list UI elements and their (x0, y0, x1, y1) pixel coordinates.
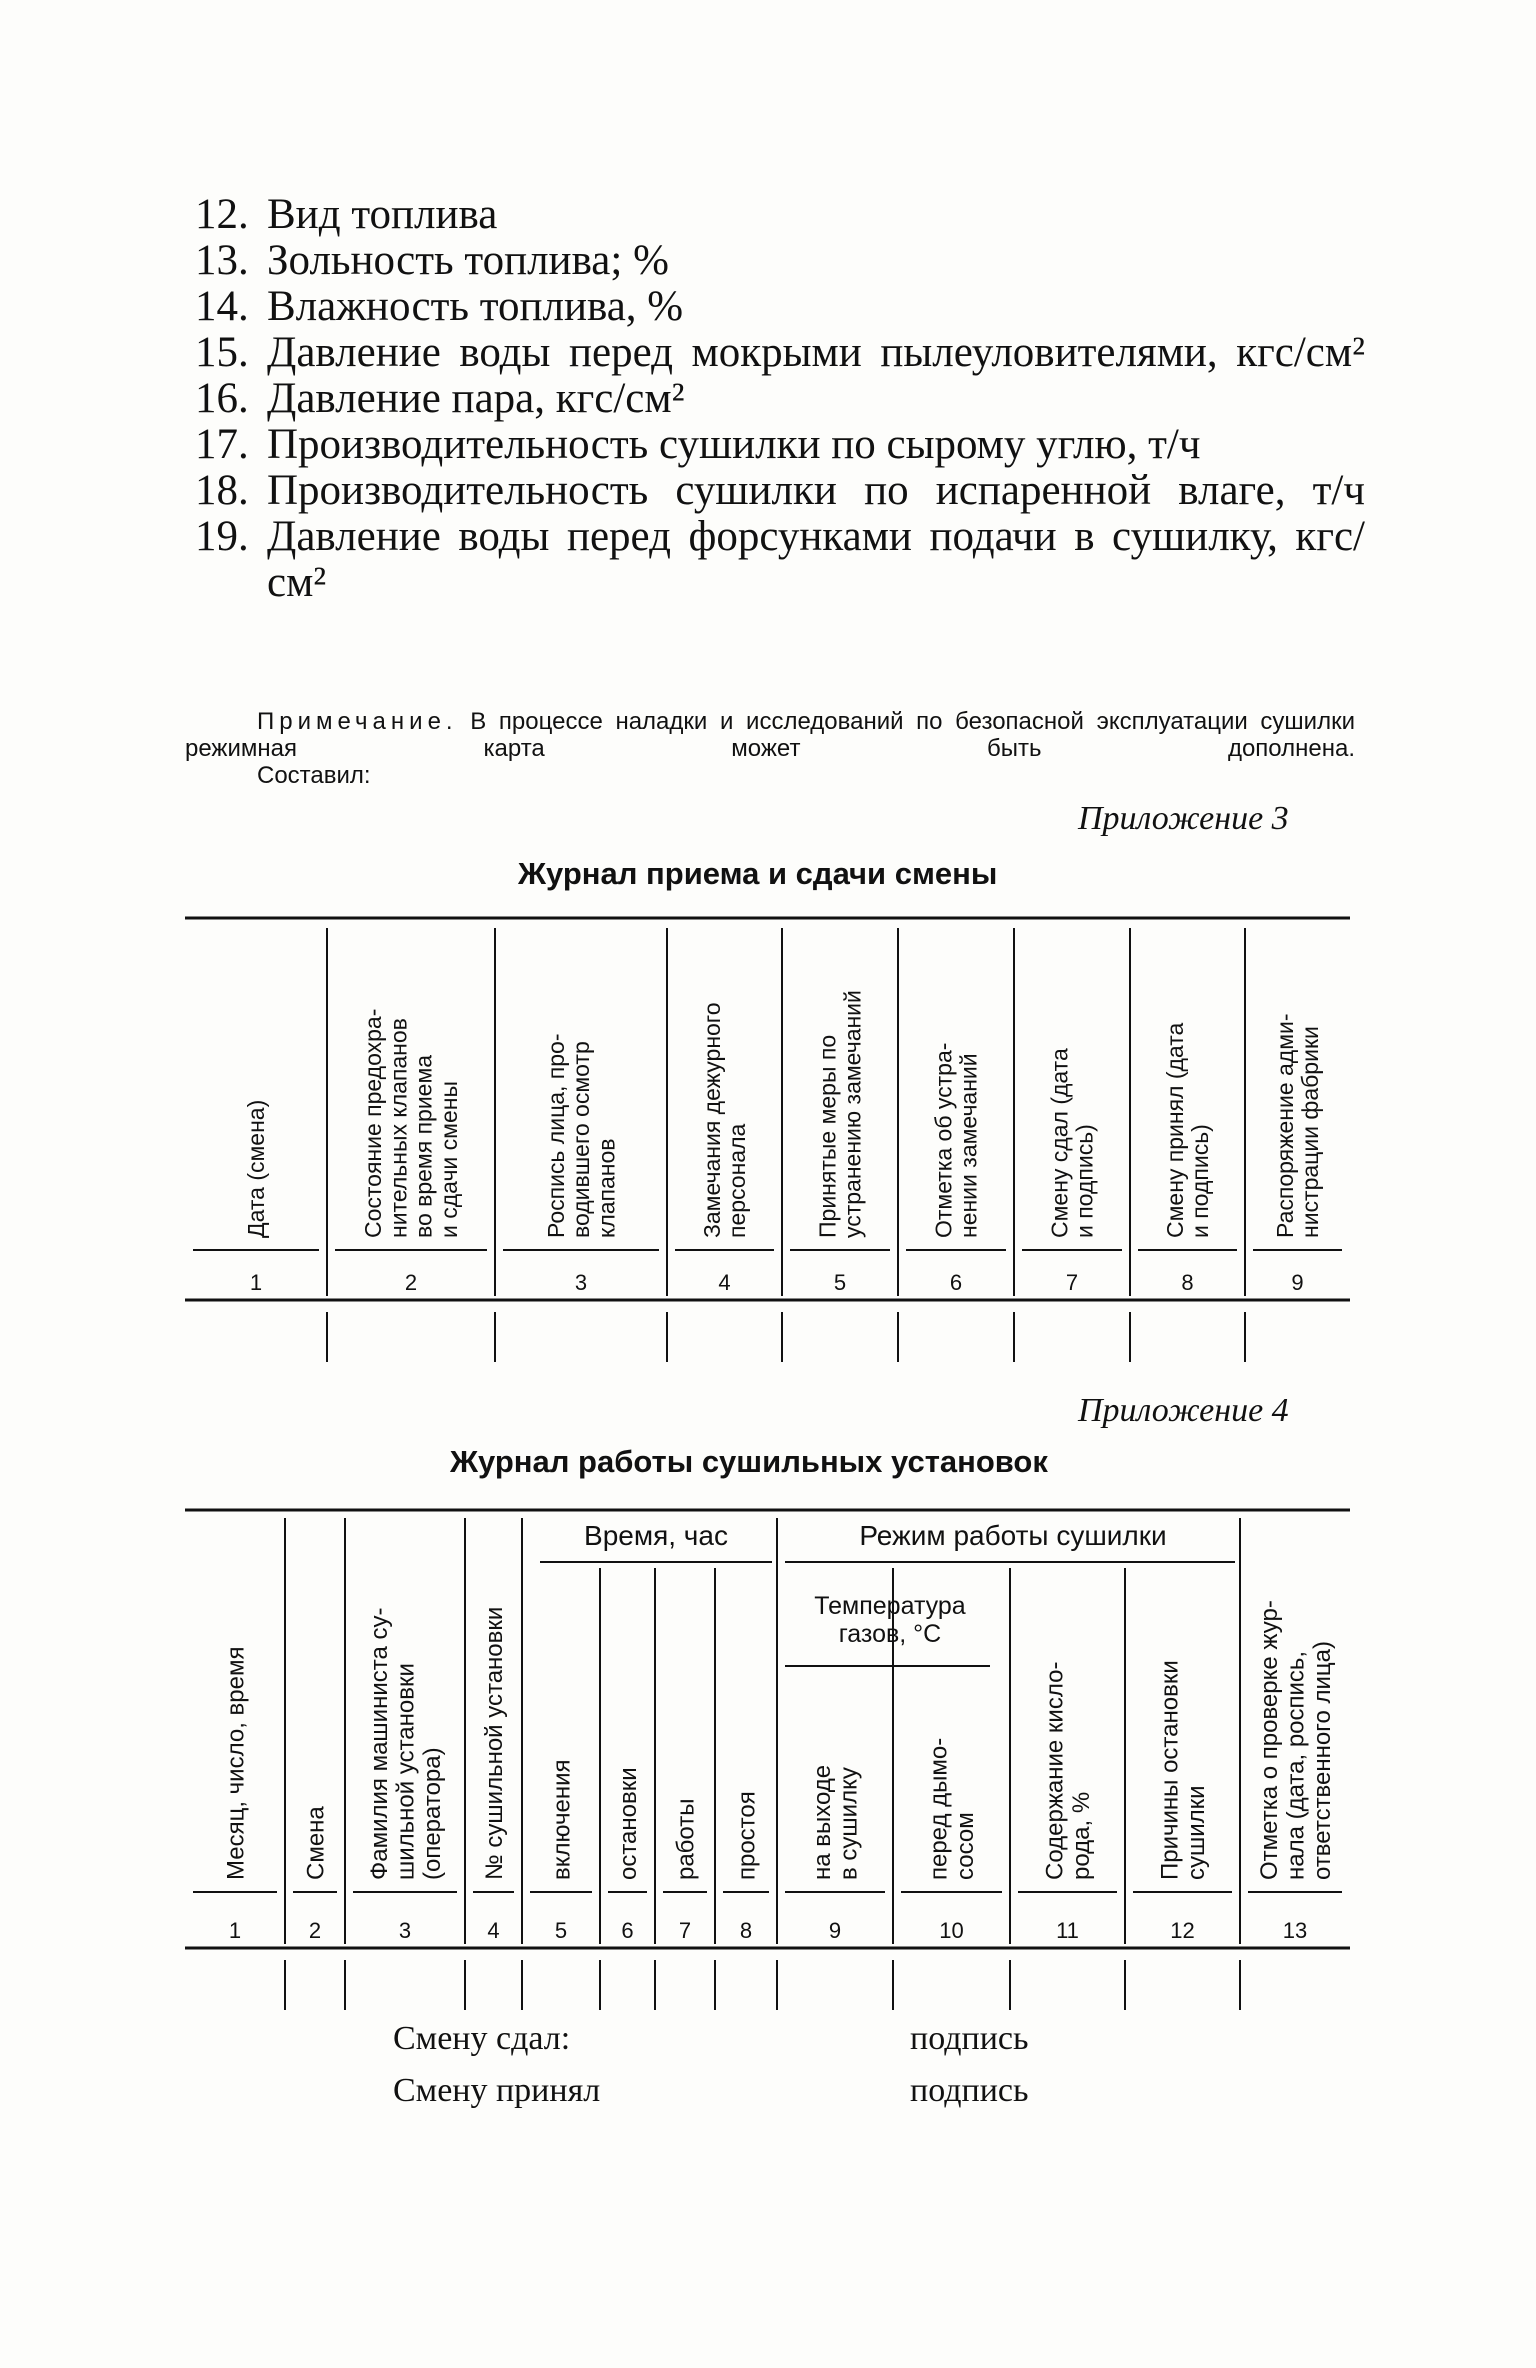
table1-header: нении замечаний (955, 1053, 982, 1238)
table1-header: Смену принял (дата (1161, 1022, 1188, 1238)
table2-col-number: 13 (1282, 1918, 1308, 1943)
table2-group-temp: Температура (814, 1592, 966, 1620)
table2-header: работы (672, 1798, 700, 1880)
table2-group-mode: Режим работы сушилки (859, 1520, 1167, 1551)
table1-col-number: 9 (1291, 1270, 1304, 1295)
table2-col-number: 2 (308, 1918, 322, 1943)
table1-col-number: 7 (1065, 1270, 1079, 1295)
list-item-text: Давление пара, кгс/см² (267, 375, 685, 422)
table2-header: сушилки (1183, 1785, 1211, 1880)
list-item-number: 18. (195, 467, 249, 514)
list-item-number: 14. (195, 283, 249, 330)
table1-header: и подпись) (1071, 1124, 1098, 1238)
appendix3-title: Журнал приема и сдачи смены (518, 856, 998, 891)
table1-header: во время приема (410, 1054, 437, 1238)
list-item-text: Давление воды перед мокрыми пылеуловителями, кгс/см² (267, 329, 1365, 376)
table1-header: клапанов (593, 1138, 620, 1238)
table2-header: Причины остановки (1156, 1660, 1184, 1880)
signature-label-1: Смену сдал: (393, 2020, 571, 2057)
table1-col-number: 2 (404, 1270, 418, 1295)
table1-header: нистрации фабрики (1297, 1026, 1324, 1238)
table2-col-number: 4 (487, 1918, 500, 1943)
list-item-text: Давление воды перед форсунками подачи в сушилку, кгс/см² (267, 513, 1365, 606)
table1-header: Роспись лица, про- (542, 1033, 569, 1238)
table1-header: Дата (смена) (243, 1099, 270, 1238)
table2-header: № сушильной установки (480, 1606, 508, 1880)
appendix3-label: Приложение 3 (1078, 800, 1289, 837)
table1-header: водившего осмотр (568, 1041, 595, 1238)
table2-header: Месяц, число, время (222, 1646, 250, 1880)
table1-col-number: 6 (949, 1270, 963, 1295)
table2-col-number: 3 (398, 1918, 412, 1943)
table2-col-number: 5 (554, 1918, 568, 1943)
list-item-text: Производительность сушилки по сырому углю, т/ч (267, 421, 1201, 468)
signature-label-2: Смену принял (393, 2072, 601, 2109)
table1-header: и подпись) (1187, 1124, 1214, 1238)
table2-header: включения (548, 1759, 576, 1880)
appendix4-title: Журнал работы сушильных установок (450, 1444, 1048, 1479)
table2-col-number: 12 (1170, 1918, 1195, 1943)
table2-header: Содержание кисло- (1041, 1661, 1069, 1880)
table2-col-number: 9 (828, 1918, 842, 1943)
table1-header: Распоряжение адми- (1271, 1013, 1298, 1238)
table2-header: (оператора) (418, 1747, 446, 1880)
table1-header: и сдачи смены (436, 1080, 462, 1238)
list-item-number: 16. (195, 375, 249, 422)
signature-value-2: подпись (910, 2072, 1029, 2109)
table2-col-number: 8 (739, 1918, 753, 1943)
list-item-number: 15. (195, 329, 249, 376)
list-item-text: Вид топлива (267, 191, 498, 238)
table2-header: рода, % (1068, 1791, 1096, 1880)
table1-col-number: 1 (249, 1270, 263, 1295)
table2-group-time: Время, час (584, 1520, 728, 1551)
table1-col-number: 8 (1181, 1270, 1194, 1295)
table2-col-number: 1 (228, 1918, 242, 1943)
table2-col-number: 10 (939, 1918, 964, 1943)
table2-header: сосом (952, 1812, 980, 1880)
table2-header: шильной установки (392, 1663, 420, 1880)
signature-value-1: подпись (910, 2020, 1029, 2057)
table2-header: на выходе (809, 1764, 837, 1880)
table2-header: перед дымо- (925, 1737, 953, 1880)
list-item-text: Влажность топлива, % (267, 283, 684, 330)
table2-header: в сушилку (835, 1767, 863, 1880)
table2-header: простоя (733, 1791, 761, 1880)
table1-col-number: 5 (833, 1270, 847, 1295)
table2-header: ответственного лица) (1308, 1641, 1336, 1880)
table2-header: остановки (614, 1767, 642, 1880)
table1-col-number: 4 (718, 1270, 731, 1295)
table1-header: Замечания дежурного (698, 1002, 725, 1238)
table1-header: Отметка об устра- (930, 1042, 957, 1238)
table1-header: устранению замечаний (839, 990, 866, 1238)
table2-col-number: 6 (621, 1918, 634, 1943)
list-item-number: 13. (195, 237, 249, 284)
table2-header: нала (дата, роспись, (1282, 1650, 1310, 1880)
table1-header: Смену сдал (дата (1046, 1048, 1073, 1238)
table1-col-number: 3 (574, 1270, 588, 1295)
list-item-text: Производительность сушилки по испаренной влаге, т/ч (267, 467, 1365, 514)
table1-header: Состояние предохра- (360, 1008, 387, 1238)
table1-header: персонала (724, 1123, 751, 1238)
table2-header: Отметка о проверке жур- (1256, 1600, 1283, 1880)
note-text: В процессе наладки и исследований по безопасной эксплуатации сушилки режимная карта может быть дополнена. (185, 708, 1355, 762)
table2-group-temp: газов, °С (838, 1620, 942, 1648)
table2-col-number: 11 (1056, 1918, 1079, 1943)
appendix4-label: Приложение 4 (1078, 1392, 1289, 1429)
list-item-number: 12. (195, 191, 249, 238)
table1-header: Принятые меры по (814, 1034, 841, 1238)
table2-header: Фамилия машиниста су- (366, 1607, 393, 1880)
note-label: Примечание. (257, 708, 458, 735)
table2-header: Смена (302, 1806, 330, 1880)
table2-col-number: 7 (678, 1918, 692, 1943)
list-item-text: Зольность топлива; % (267, 237, 669, 284)
list-item-number: 19. (195, 513, 249, 560)
list-item-number: 17. (195, 421, 249, 468)
table1-header: нительных клапанов (385, 1018, 412, 1238)
note-compiled: Составил: (257, 762, 371, 789)
